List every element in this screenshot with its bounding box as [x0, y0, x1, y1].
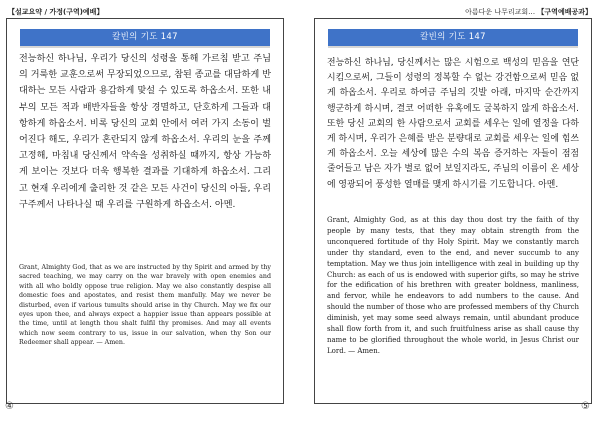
- right-page: [300, 0, 600, 424]
- running-head-section: 【구역예배공과】: [537, 8, 592, 16]
- running-head: 【설교요약 / 가정(구역)예배】: [8, 8, 104, 16]
- english-prayer-text: Grant, Almighty God, as at this day thou dost try the faith of thy people by many tests, that they may obtain strength from the unconquered fortitude of thy Holy Spirit. May we constantly march under thy standard, even to the end, and never succumb to any temptation. May we thus join intelligence with zeal in building up thy Church: as each of us is endowed with superior gifts, so may he strive for the edification of his brethren with greater boldness, manliness, and fervor, while he endeavors to add numbers to the cause. And should the number of those who are professed members of thy Church diminish, yet may some seed always remain, until abundant produce shall flow forth from it, and such fruitfulness arise as shall cause thy name to be glorified throughout the whole world, in Jesus Christ our Lord. — Amen.: [327, 216, 579, 355]
- korean-prayer-text: 전능하신 하나님, 우리가 당신의 성령을 통해 가르침 받고 주님의 거룩한 교훈으로써 무장되었으므로, 참된 종교를 대담하게 반대하는 모든 사람과 용감하게 맞설 수 있도록 하옵소서. 또한 내부의 모든 적과 배반자들을 항상 경멸하고, 단호하게 그들과 대항하게 하옵소서. 비록 당신의 교회 안에서 여러 가지 소동이 벌어진다 해도, 우리가 혼란되지 않게 하옵소서. 우리의 눈을 주께 고정해, 마침내 당신께서 약속을 성취하실 때까지, 항상 가능하게 보이는 것보다 더욱 행복한 결과를 기대하게 하옵소서. 그리고 현재 우리에게 출리한 것 같은 모든 사건이 당신의 아들, 우리 구주께서 나타나실 때 우리를 구원하게 하옵소서. 아멘.: [19, 54, 271, 210]
- content-box: [6, 18, 284, 404]
- running-head-prefix: 아름다운 나무리교회…: [465, 8, 536, 16]
- prayer-title: 칼빈의 기도 147: [328, 29, 578, 46]
- content-box: [314, 18, 592, 404]
- running-head: [465, 7, 592, 17]
- page-number: ⑤: [581, 401, 590, 412]
- prayer-title: 칼빈의 기도 147: [20, 29, 270, 46]
- page-number: ④: [5, 401, 14, 412]
- korean-prayer-text: 전능하신 하나님, 당신께서는 많은 시험으로 백성의 믿음을 연단 시킴으로써, 그들이 성령의 정복할 수 없는 강건함으로써 믿음 없게 하옵소서. 우리로 하여금 주님의 깃발 아래, 마지막 순간까지 행군하게 하시며, 결코 어떠한 유혹에도 굴복하지 않게 하옵소서. 또한 당신 교회의 한 사람으로서 교회를 세우는 일에 열정을 다하게 하시며, 우리가 은혜를 받은 분량대로 교회를 세우는 일에 힘쓰게 하옵소서. 오늘 세상에 많은 수의 복음 증거하는 자들이 점점 줄어들고 남은 자가 별로 없어 보일지라도, 주님의 이름이 온 세상에 영광되어 풍성한 열매를 맺게 하시기를 기도합니다. 아멘.: [327, 58, 579, 190]
- english-prayer-text: Grant, Almighty God, that as we are instructed by thy Spirit and armed by thy sacred teaching, we may carry on the war bravely with open enemies and with all who boldly oppose true religion. May we also constantly despise all domestic foes and apostates, and resist them manfully. May we never be disturbed, even if various tumults should arise in thy Church. May we fix our eyes upon thee, and always expect a happier issue than appears possible at the time, until at length thou shalt fulfil thy promises. And may all events which now seem contrary to us, issue in our salvation, when thy Son our Redeemer shall appear. — Amen.: [19, 264, 271, 347]
